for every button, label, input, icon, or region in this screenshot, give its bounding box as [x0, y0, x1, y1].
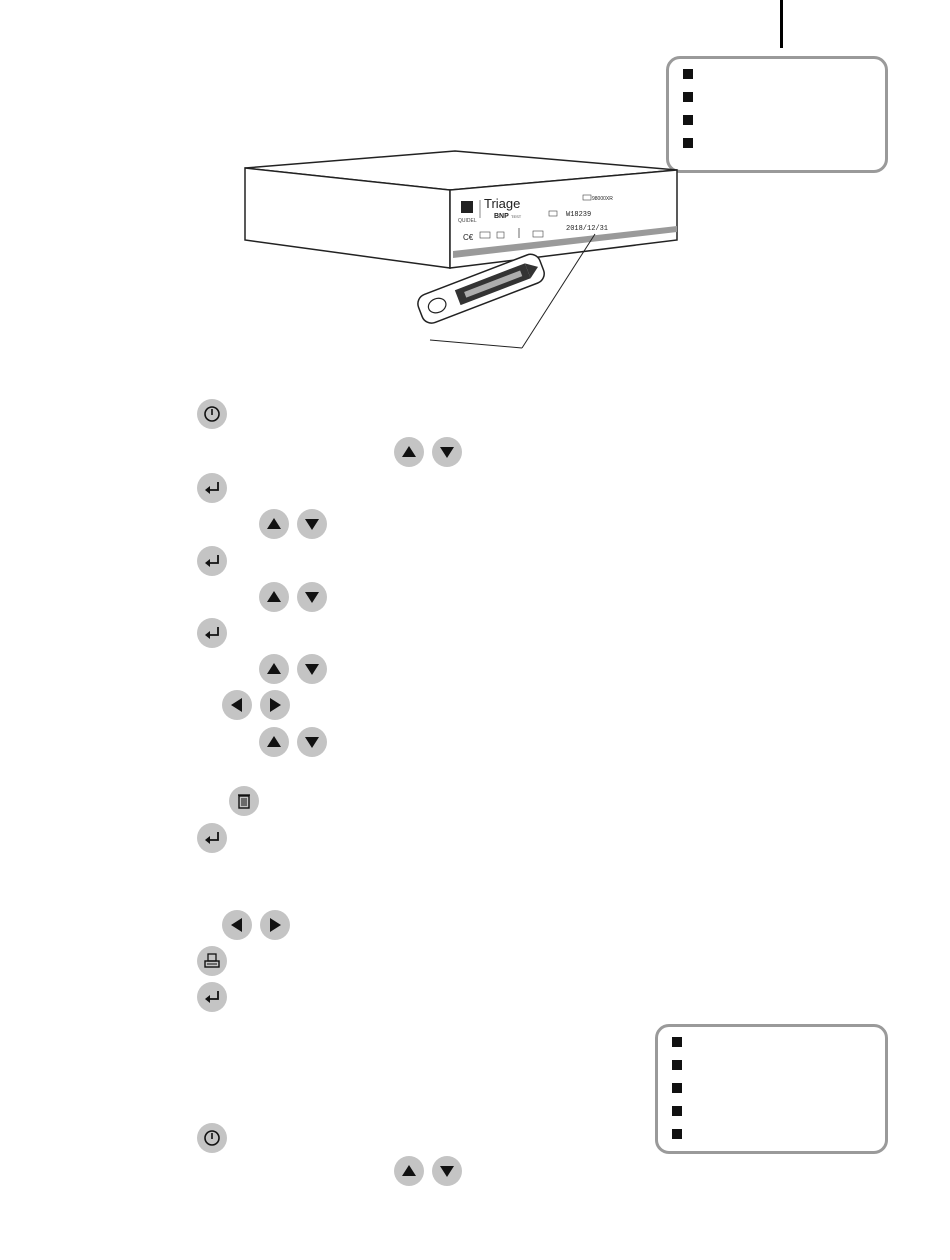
arrow-down-button[interactable] — [297, 509, 327, 539]
enter-icon — [203, 988, 221, 1006]
enter-icon — [203, 624, 221, 642]
bullet-marker — [683, 69, 693, 79]
trash-icon — [235, 792, 253, 810]
product-name: Triage — [484, 196, 521, 211]
bullet-marker — [672, 1106, 682, 1116]
arrow-right-icon — [266, 696, 284, 714]
arrow-right-icon — [266, 916, 284, 934]
expiry-date: 2018/12/31 — [566, 225, 609, 233]
arrow-down-icon — [303, 588, 321, 606]
arrow-up-button[interactable] — [259, 654, 289, 684]
arrow-left-button[interactable] — [222, 690, 252, 720]
test-suffix: TEST — [511, 214, 522, 219]
lot-number: W18239 — [566, 211, 592, 219]
triage-meter-illustration — [225, 148, 685, 358]
enter-icon — [203, 479, 221, 497]
enter-button[interactable] — [197, 546, 227, 576]
bullet-marker — [672, 1037, 682, 1047]
enter-icon — [203, 829, 221, 847]
arrow-up-icon — [400, 1162, 418, 1180]
arrow-up-button[interactable] — [394, 437, 424, 467]
arrow-down-icon — [303, 515, 321, 533]
arrow-down-button[interactable] — [432, 437, 462, 467]
arrow-down-button[interactable] — [432, 1156, 462, 1186]
power-button[interactable] — [197, 399, 227, 429]
arrow-up-button[interactable] — [259, 509, 289, 539]
enter-button[interactable] — [197, 618, 227, 648]
power-icon — [203, 405, 221, 423]
arrow-up-button[interactable] — [394, 1156, 424, 1186]
enter-button[interactable] — [197, 473, 227, 503]
power-icon — [203, 1129, 221, 1147]
arrow-down-button[interactable] — [297, 727, 327, 757]
arrow-up-icon — [400, 443, 418, 461]
bullet-marker — [683, 115, 693, 125]
ref-number: 98000XR — [592, 196, 613, 202]
arrow-down-icon — [438, 443, 456, 461]
print-icon — [203, 952, 221, 970]
arrow-up-icon — [265, 660, 283, 678]
bullet-marker — [683, 92, 693, 102]
bullet-marker — [672, 1129, 682, 1139]
arrow-right-button[interactable] — [260, 690, 290, 720]
enter-icon — [203, 552, 221, 570]
arrow-down-button[interactable] — [297, 582, 327, 612]
arrow-up-icon — [265, 588, 283, 606]
arrow-down-icon — [303, 733, 321, 751]
print-button[interactable] — [197, 946, 227, 976]
arrow-up-button[interactable] — [259, 582, 289, 612]
arrow-down-icon — [303, 660, 321, 678]
bullet-marker — [672, 1060, 682, 1070]
arrow-left-button[interactable] — [222, 910, 252, 940]
arrow-right-button[interactable] — [260, 910, 290, 940]
brand-text: QUIDEL — [458, 218, 477, 224]
arrow-up-button[interactable] — [259, 727, 289, 757]
arrow-left-icon — [228, 696, 246, 714]
arrow-up-icon — [265, 515, 283, 533]
test-name: BNP — [494, 213, 509, 220]
arrow-left-icon — [228, 916, 246, 934]
bullet-marker — [683, 138, 693, 148]
top-rule — [780, 0, 783, 48]
power-button[interactable] — [197, 1123, 227, 1153]
enter-button[interactable] — [197, 982, 227, 1012]
top-bullet-box — [666, 56, 888, 173]
bullet-marker — [672, 1083, 682, 1093]
bottom-bullet-box — [655, 1024, 888, 1154]
quidel-logo-icon — [461, 201, 473, 213]
arrow-up-icon — [265, 733, 283, 751]
enter-button[interactable] — [197, 823, 227, 853]
svg-text:C€: C€ — [463, 233, 474, 242]
arrow-down-button[interactable] — [297, 654, 327, 684]
trash-button[interactable] — [229, 786, 259, 816]
arrow-down-icon — [438, 1162, 456, 1180]
